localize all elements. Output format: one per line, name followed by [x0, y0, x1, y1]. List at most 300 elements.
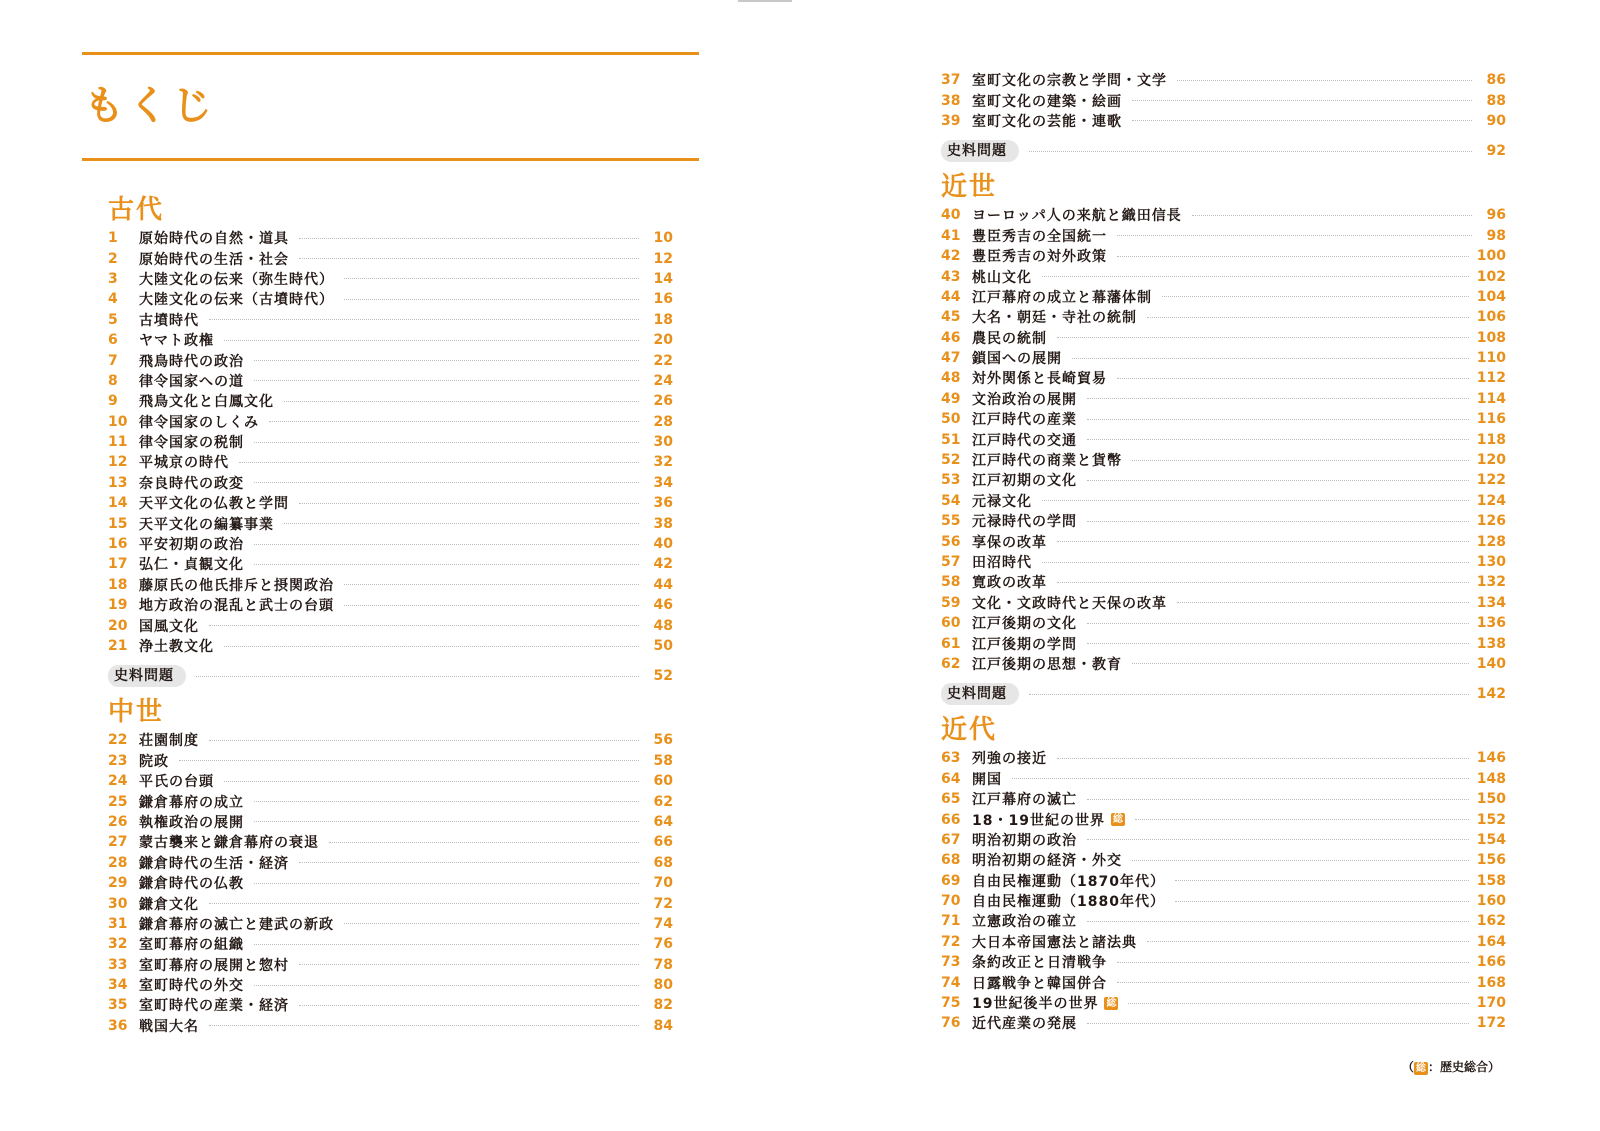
material-problems-page: 92 — [1486, 143, 1506, 160]
entry-title: 地方政治の混乱と武士の台頭 — [139, 598, 334, 615]
entry-title: ヤマト政権 — [139, 333, 214, 350]
dot-leader — [209, 903, 639, 904]
entry-page-number: 136 — [1476, 615, 1506, 632]
dot-leader — [1042, 562, 1469, 563]
dot-leader — [1072, 358, 1469, 359]
dot-leader — [1147, 941, 1469, 942]
entry-page-number: 34 — [653, 474, 673, 491]
material-problems-page: 52 — [653, 668, 673, 685]
toc-entry[interactable] — [941, 633, 1506, 653]
entry-title: 室町文化の宗教と学問・文学 — [972, 73, 1167, 90]
entry-number: 30 — [108, 895, 128, 912]
dot-leader — [1175, 880, 1469, 881]
toc-entry[interactable] — [108, 975, 673, 995]
entry-number: 9 — [108, 393, 118, 410]
entry-title: 弘仁・貞観文化 — [139, 557, 244, 574]
entry-page-number: 44 — [653, 576, 673, 593]
toc-entry[interactable] — [941, 205, 1506, 225]
toc-entry[interactable] — [108, 636, 673, 656]
entry-number: 35 — [108, 997, 128, 1014]
toc-entry[interactable] — [108, 771, 673, 791]
toc-entry[interactable] — [941, 70, 1506, 90]
entry-title: 田沼時代 — [972, 555, 1032, 571]
entry-number: 14 — [108, 495, 128, 512]
entry-page-number: 148 — [1476, 770, 1506, 787]
entry-page-number: 82 — [653, 997, 673, 1014]
toc-entry[interactable] — [108, 534, 673, 554]
toc-entry[interactable] — [108, 350, 673, 370]
section-title: 近代 — [941, 715, 998, 746]
entry-number: 69 — [941, 872, 961, 889]
entry-title: 室町時代の産業・経済 — [139, 998, 289, 1015]
entry-number: 64 — [941, 770, 961, 787]
entry-number: 66 — [941, 811, 961, 828]
entry-number: 15 — [108, 515, 128, 532]
entry-page-number: 28 — [653, 413, 673, 430]
legend-badge: 総 — [1415, 1063, 1426, 1074]
toc-entry[interactable] — [941, 307, 1506, 327]
dot-leader — [209, 319, 639, 320]
entry-title: 文化・文政時代と天保の改革 — [972, 595, 1167, 612]
dot-leader — [1087, 398, 1469, 399]
entry-page-number: 108 — [1476, 329, 1506, 346]
entry-page-number: 78 — [653, 956, 673, 973]
toc-entry[interactable] — [941, 429, 1506, 449]
entry-title: 享保の改革 — [972, 534, 1047, 551]
entry-number: 19 — [108, 597, 128, 614]
dot-leader — [1087, 1023, 1469, 1024]
entry-number: 43 — [941, 268, 961, 285]
entry-title: 条約改正と日清戦争 — [972, 955, 1107, 972]
dot-leader — [1132, 100, 1472, 101]
entry-title: 明治初期の政治 — [972, 832, 1077, 849]
entry-title: 平安初期の政治 — [139, 537, 244, 554]
toc-entry[interactable] — [108, 832, 673, 852]
dot-leader — [329, 842, 639, 843]
entry-title: 戦国大名 — [139, 1018, 199, 1035]
entry-title: 江戸時代の交通 — [972, 432, 1077, 449]
entry-title: 対外関係と長崎貿易 — [972, 371, 1107, 388]
entry-page-number: 172 — [1476, 1015, 1506, 1032]
dot-leader — [254, 442, 639, 443]
toc-entry[interactable] — [941, 246, 1506, 266]
toc-entry[interactable] — [108, 371, 673, 391]
dot-leader — [1042, 500, 1469, 501]
entry-page-number: 138 — [1476, 635, 1506, 652]
entry-page-number: 20 — [653, 332, 673, 349]
material-problems-label: 史料問題 — [108, 665, 186, 687]
dot-leader — [224, 646, 639, 647]
toc-entry[interactable] — [108, 310, 673, 330]
entry-number: 1 — [108, 230, 118, 247]
entry-page-number: 104 — [1476, 288, 1506, 305]
entry-title: 江戸幕府の滅亡 — [972, 792, 1077, 809]
toc-entry[interactable] — [108, 330, 673, 350]
toc-entry[interactable] — [941, 111, 1506, 131]
entry-number: 73 — [941, 954, 961, 971]
dot-leader — [1029, 694, 1469, 695]
toc-entry[interactable] — [108, 248, 673, 268]
entry-title: 室町時代の外交 — [139, 978, 244, 995]
entry-title: 原始時代の自然・道具 — [139, 231, 289, 248]
entry-page-number: 48 — [653, 617, 673, 634]
entry-title: 明治初期の経済・外交 — [972, 853, 1122, 870]
entry-title: 荘園制度 — [139, 733, 199, 750]
entry-page-number: 166 — [1476, 954, 1506, 971]
gutter-mark — [738, 0, 792, 2]
material-problems-page: 142 — [1476, 686, 1506, 703]
entry-number: 49 — [941, 390, 961, 407]
dot-leader — [1087, 921, 1469, 922]
entry-number: 16 — [108, 536, 128, 553]
entry-title: 日露戦争と韓国併合 — [972, 975, 1107, 992]
dot-leader — [1117, 235, 1472, 236]
entry-number: 40 — [941, 207, 961, 224]
entry-number: 7 — [108, 352, 118, 369]
entry-page-number: 116 — [1476, 411, 1506, 428]
entry-title: 江戸幕府の成立と幕藩体制 — [972, 289, 1152, 306]
toc-entry[interactable] — [108, 995, 673, 1015]
dot-leader — [224, 781, 639, 782]
entry-title: 天平文化の編纂事業 — [139, 516, 274, 533]
toc-entry[interactable] — [108, 812, 673, 832]
entry-number: 23 — [108, 752, 128, 769]
entry-title: 藤原氏の他氏排斥と摂関政治 — [139, 577, 334, 594]
toc-entry[interactable] — [941, 470, 1506, 490]
dot-leader — [1117, 256, 1469, 257]
entry-title: 江戸後期の文化 — [972, 616, 1077, 633]
dot-leader — [284, 523, 639, 524]
entry-page-number: 18 — [653, 311, 673, 328]
entry-title: 律令国家への道 — [139, 373, 244, 390]
entry-page-number: 46 — [653, 597, 673, 614]
toc-entry[interactable] — [941, 932, 1506, 952]
entry-title: 鎌倉時代の仏教 — [139, 876, 244, 893]
entry-page-number: 90 — [1486, 112, 1506, 129]
entry-title: 江戸後期の学問 — [972, 636, 1077, 653]
dot-leader — [1117, 962, 1469, 963]
toc-entry[interactable] — [941, 1013, 1506, 1033]
toc-entry[interactable] — [941, 769, 1506, 789]
dot-leader — [1087, 521, 1469, 522]
dot-leader — [1177, 80, 1472, 81]
toc-entry[interactable] — [941, 789, 1506, 809]
entry-page-number: 128 — [1476, 533, 1506, 550]
toc-entry[interactable] — [941, 830, 1506, 850]
entry-page-number: 24 — [653, 372, 673, 389]
toc-entry[interactable] — [108, 554, 673, 574]
title-top-rule — [82, 52, 699, 55]
dot-leader — [299, 964, 639, 965]
entry-page-number: 164 — [1476, 933, 1506, 950]
material-problems-entry[interactable] — [108, 664, 673, 688]
entry-title: 江戸時代の商業と貨幣 — [972, 453, 1122, 470]
entry-title: 近代産業の発展 — [972, 1016, 1077, 1033]
entry-number: 29 — [108, 875, 128, 892]
dot-leader — [1132, 120, 1472, 121]
material-problems-entry[interactable] — [941, 682, 1506, 706]
toc-entry[interactable] — [941, 368, 1506, 388]
toc-entry[interactable] — [941, 328, 1506, 348]
entry-page-number: 112 — [1476, 370, 1506, 387]
entry-number: 3 — [108, 270, 118, 287]
entry-title: 鎌倉幕府の成立 — [139, 794, 244, 811]
dot-leader — [269, 421, 639, 422]
dot-leader — [254, 801, 639, 802]
dot-leader — [1087, 439, 1469, 440]
dot-leader — [344, 605, 639, 606]
entry-number: 56 — [941, 533, 961, 550]
toc-entry[interactable] — [941, 952, 1506, 972]
entry-page-number: 114 — [1476, 390, 1506, 407]
entry-number: 12 — [108, 454, 128, 471]
entry-page-number: 10 — [653, 230, 673, 247]
toc-entry[interactable] — [941, 389, 1506, 409]
dot-leader — [1012, 778, 1469, 779]
entry-page-number: 32 — [653, 454, 673, 471]
toc-entry[interactable] — [941, 572, 1506, 592]
toc-entry[interactable] — [108, 391, 673, 411]
toc-entry[interactable] — [108, 893, 673, 913]
toc-entry[interactable] — [108, 228, 673, 248]
dot-leader — [1147, 317, 1469, 318]
entry-page-number: 74 — [653, 915, 673, 932]
legend — [1402, 1058, 1500, 1075]
toc-entry[interactable] — [941, 809, 1506, 829]
entry-title: 大陸文化の伝来（弥生時代） — [139, 271, 334, 288]
dot-leader — [254, 544, 639, 545]
toc-entry[interactable] — [108, 615, 673, 635]
dot-leader — [299, 238, 639, 239]
entry-number: 37 — [941, 72, 961, 89]
dot-leader — [1087, 480, 1469, 481]
entry-number: 31 — [108, 915, 128, 932]
dot-leader — [344, 923, 639, 924]
dot-leader — [1132, 460, 1469, 461]
entry-page-number: 80 — [653, 977, 673, 994]
entry-number: 10 — [108, 413, 128, 430]
dot-leader — [1042, 276, 1469, 277]
material-problems-label: 史料問題 — [941, 683, 1019, 705]
toc-entry[interactable] — [941, 287, 1506, 307]
entry-number: 65 — [941, 791, 961, 808]
entry-page-number: 12 — [653, 250, 673, 267]
entry-title: 原始時代の生活・社会 — [139, 251, 289, 268]
dot-leader — [1057, 541, 1469, 542]
dot-leader — [1175, 901, 1469, 902]
toc-entry[interactable] — [941, 850, 1506, 870]
entry-page-number: 130 — [1476, 554, 1506, 570]
entry-title: 18・19世紀の世界 — [972, 812, 1105, 829]
toc-entry[interactable] — [941, 90, 1506, 110]
entry-number: 20 — [108, 617, 128, 634]
entry-number: 70 — [941, 893, 961, 910]
entry-title: 列強の接近 — [972, 751, 1047, 768]
entry-page-number: 84 — [653, 1017, 673, 1034]
entry-number: 74 — [941, 974, 961, 991]
dot-leader — [299, 1005, 639, 1006]
entry-page-number: 66 — [653, 834, 673, 851]
toc-entry[interactable] — [108, 853, 673, 873]
entry-number: 57 — [941, 554, 961, 570]
entry-page-number: 72 — [653, 895, 673, 912]
entry-number: 36 — [108, 1017, 128, 1034]
entry-number: 71 — [941, 913, 961, 930]
toc-entry[interactable] — [941, 871, 1506, 891]
dot-leader — [209, 625, 639, 626]
toc-entry[interactable] — [941, 491, 1506, 511]
toc-entry[interactable] — [108, 873, 673, 893]
entry-title: 室町文化の建築・絵画 — [972, 93, 1122, 110]
entry-page-number: 122 — [1476, 472, 1506, 489]
entry-number: 5 — [108, 311, 118, 328]
entry-page-number: 30 — [653, 434, 673, 451]
toc-entry[interactable] — [108, 493, 673, 513]
toc-entry[interactable] — [108, 452, 673, 472]
toc-entry[interactable] — [108, 289, 673, 309]
entry-page-number: 152 — [1476, 811, 1506, 828]
toc-entry[interactable] — [941, 911, 1506, 931]
entry-number: 26 — [108, 813, 128, 830]
entry-number: 21 — [108, 638, 128, 654]
material-problems-entry[interactable] — [941, 139, 1506, 163]
entry-page-number: 140 — [1476, 655, 1506, 672]
entry-title: 自由民権運動（1870年代） — [972, 873, 1165, 890]
entry-number: 39 — [941, 112, 961, 129]
dot-leader — [254, 985, 639, 986]
toc-entry[interactable] — [941, 266, 1506, 286]
toc-entry[interactable] — [941, 450, 1506, 470]
entry-number: 63 — [941, 750, 961, 767]
entry-page-number: 22 — [653, 352, 673, 369]
entry-title: 開国 — [972, 771, 1002, 788]
entry-page-number: 170 — [1476, 995, 1506, 1012]
entry-number: 59 — [941, 594, 961, 611]
toc-entry[interactable] — [941, 593, 1506, 613]
entry-number: 60 — [941, 615, 961, 632]
toc-entry[interactable] — [108, 595, 673, 615]
dot-leader — [1087, 643, 1469, 644]
entry-page-number: 70 — [653, 875, 673, 892]
entry-title: 豊臣秀吉の対外政策 — [972, 249, 1107, 266]
entry-title: 平城京の時代 — [139, 455, 229, 472]
dot-leader — [344, 584, 639, 585]
toc-entry[interactable] — [108, 412, 673, 432]
toc-entry[interactable] — [941, 748, 1506, 768]
entry-number: 22 — [108, 732, 128, 749]
entry-number: 17 — [108, 556, 128, 573]
toc-entry[interactable] — [108, 432, 673, 452]
entry-page-number: 162 — [1476, 913, 1506, 930]
entry-title: 古墳時代 — [139, 312, 199, 329]
entry-page-number: 38 — [653, 515, 673, 532]
section-title: 中世 — [108, 697, 165, 728]
toc-entry[interactable] — [941, 409, 1506, 429]
section-title: 古代 — [108, 195, 165, 225]
entry-number: 27 — [108, 834, 128, 851]
dot-leader — [344, 278, 639, 279]
toc-entry[interactable] — [108, 934, 673, 954]
dot-leader — [1162, 296, 1469, 297]
toc-entry[interactable] — [108, 473, 673, 493]
toc-entry[interactable] — [941, 552, 1506, 572]
entry-title: 19世紀後半の世界 — [972, 996, 1099, 1013]
entry-title: ヨーロッパ人の来航と織田信長 — [972, 208, 1182, 225]
toc-entry[interactable] — [941, 654, 1506, 674]
dot-leader — [1117, 982, 1469, 983]
toc-entry[interactable] — [108, 751, 673, 771]
dot-leader — [1132, 860, 1469, 861]
entry-page-number: 106 — [1476, 309, 1506, 326]
entry-title: 律令国家のしくみ — [139, 414, 259, 431]
entry-number: 68 — [941, 852, 961, 869]
toc-entry[interactable] — [941, 972, 1506, 992]
entry-page-number: 150 — [1476, 791, 1506, 808]
toc-entry[interactable] — [941, 226, 1506, 246]
toc-entry[interactable] — [108, 791, 673, 811]
entry-number: 46 — [941, 329, 961, 346]
entry-title: 寛政の改革 — [972, 575, 1047, 592]
page-title: もくじ — [84, 83, 216, 129]
entry-title: 豊臣秀吉の全国統一 — [972, 228, 1107, 245]
entry-page-number: 14 — [653, 270, 673, 287]
toc-entry[interactable] — [941, 348, 1506, 368]
dot-leader — [284, 401, 639, 402]
entry-number: 38 — [941, 92, 961, 109]
entry-title: 鎖国への展開 — [972, 351, 1062, 368]
entry-page-number: 102 — [1476, 268, 1506, 285]
entry-number: 62 — [941, 655, 961, 672]
toc-entry[interactable] — [941, 531, 1506, 551]
entry-title: 農民の統制 — [972, 330, 1047, 347]
entry-title: 室町幕府の組織 — [139, 937, 244, 954]
entry-page-number: 146 — [1476, 750, 1506, 767]
dot-leader — [254, 564, 639, 565]
entry-page-number: 118 — [1476, 431, 1506, 448]
dot-leader — [1029, 151, 1472, 152]
entry-number: 28 — [108, 854, 128, 871]
entry-page-number: 26 — [653, 393, 673, 410]
entry-title: 立憲政治の確立 — [972, 914, 1077, 931]
dot-leader — [254, 821, 639, 822]
toc-entry[interactable] — [108, 955, 673, 975]
dot-leader — [299, 258, 639, 259]
toc-entry[interactable] — [108, 575, 673, 595]
toc-entry[interactable] — [108, 914, 673, 934]
entry-page-number: 56 — [653, 732, 673, 749]
dot-leader — [179, 760, 639, 761]
entry-page-number: 154 — [1476, 831, 1506, 848]
toc-entry[interactable] — [108, 513, 673, 533]
dot-leader — [1087, 419, 1469, 420]
toc-entry[interactable] — [108, 269, 673, 289]
entry-number: 41 — [941, 227, 961, 244]
toc-entry[interactable] — [941, 891, 1506, 911]
entry-number: 44 — [941, 288, 961, 305]
toc-entry[interactable] — [108, 1016, 673, 1036]
entry-number: 6 — [108, 332, 118, 349]
dot-leader — [239, 462, 639, 463]
toc-entry[interactable] — [941, 613, 1506, 633]
entry-title: 飛鳥時代の政治 — [139, 353, 244, 370]
entry-title: 浄土教文化 — [139, 639, 214, 655]
toc-entry[interactable] — [108, 730, 673, 750]
entry-title: 鎌倉文化 — [139, 896, 199, 913]
dot-leader — [1135, 819, 1469, 820]
toc-entry[interactable] — [941, 993, 1506, 1013]
entry-number: 33 — [108, 956, 128, 973]
toc-entry[interactable] — [941, 511, 1506, 531]
